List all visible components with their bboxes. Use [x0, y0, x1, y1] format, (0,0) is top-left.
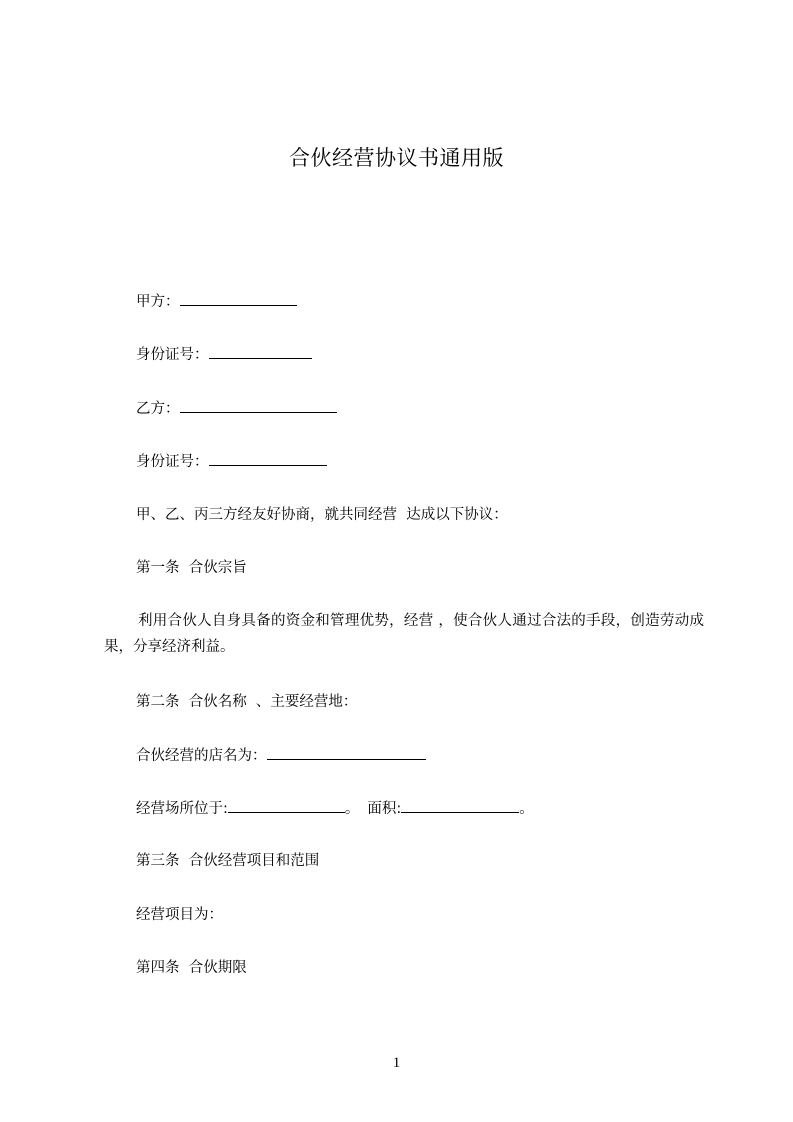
- article-1-body: 利用合伙人自身具备的资金和管理优势，经营 ，使合伙人通过合法的手段，创造劳动成果，分享经济利益。: [104, 613, 704, 655]
- id-b-blank[interactable]: [209, 451, 327, 466]
- party-b-line: [136, 398, 337, 419]
- page-number: 1: [392, 1055, 401, 1071]
- location-label: 经营场所位于:: [136, 801, 228, 817]
- article-1-heading: 第一条 合伙宗旨: [136, 560, 247, 576]
- location-blank[interactable]: [228, 798, 345, 813]
- party-b-blank[interactable]: [180, 398, 337, 413]
- shop-name-line: [136, 745, 426, 766]
- location-period: 。: [344, 801, 360, 817]
- id-b-line: [136, 451, 327, 472]
- article-2-heading: 第二条 合伙名称 、主要经营地：: [136, 694, 358, 710]
- party-a-line: [136, 291, 297, 312]
- id-a-line: [136, 344, 312, 365]
- document-title: 合伙经营协议书通用版: [289, 146, 504, 170]
- area-label: 面积:: [367, 801, 402, 817]
- party-a-label: 甲方：: [136, 294, 180, 310]
- area-blank[interactable]: [401, 798, 519, 813]
- items-label: 经营项目为：: [136, 907, 223, 923]
- intro-text: 甲、乙、丙三方经友好协商，就共同经营 达成以下协议：: [136, 507, 508, 523]
- party-a-blank[interactable]: [180, 291, 297, 306]
- shop-name-label: 合伙经营的店名为：: [136, 748, 267, 764]
- id-a-blank[interactable]: [209, 344, 312, 359]
- location-line: [136, 798, 534, 819]
- shop-name-blank[interactable]: [267, 745, 426, 760]
- id-b-label: 身份证号：: [136, 454, 209, 470]
- article-4-heading: 第四条 合伙期限: [136, 960, 247, 976]
- area-period: 。: [519, 801, 534, 817]
- id-a-label: 身份证号：: [136, 347, 209, 363]
- article-3-heading: 第三条 合伙经营项目和范围: [136, 853, 320, 869]
- party-b-label: 乙方：: [136, 401, 180, 417]
